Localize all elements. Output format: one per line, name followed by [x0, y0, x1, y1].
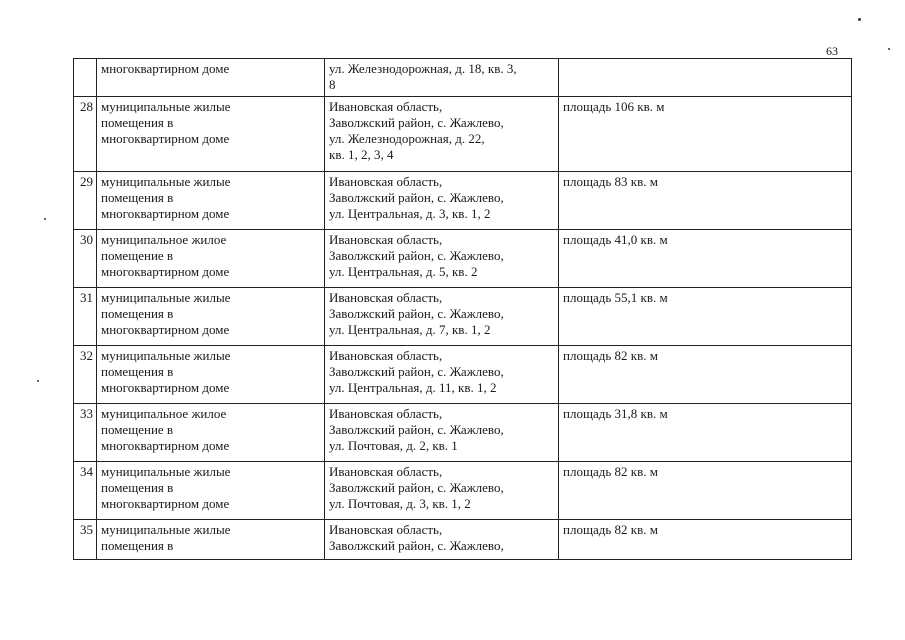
property-area: площадь 31,8 кв. м	[559, 404, 852, 462]
property-address: Ивановская область, Заволжский район, с. Жажлево, ул. Центральная, д. 7, кв. 1, 2	[325, 288, 559, 346]
row-number	[74, 59, 97, 97]
property-area: площадь 55,1 кв. м	[559, 288, 852, 346]
property-name: муниципальные жилые помещения в многоквартирном доме	[97, 288, 325, 346]
property-address: Ивановская область, Заволжский район, с. Жажлево, ул. Центральная, д. 11, кв. 1, 2	[325, 346, 559, 404]
property-address: Ивановская область, Заволжский район, с. Жажлево, ул. Центральная, д. 3, кв. 1, 2	[325, 172, 559, 230]
property-name: муниципальные жилые помещения в многоквартирном доме	[97, 346, 325, 404]
row-number: 28	[74, 97, 97, 172]
property-area: площадь 83 кв. м	[559, 172, 852, 230]
scan-speck	[858, 18, 861, 21]
property-address: Ивановская область, Заволжский район, с. Жажлево, ул. Центральная, д. 5, кв. 2	[325, 230, 559, 288]
row-number: 35	[74, 520, 97, 560]
property-name: муниципальные жилые помещения в	[97, 520, 325, 560]
page-number: 63	[826, 44, 838, 58]
property-address: Ивановская область, Заволжский район, с. Жажлево, ул. Железнодорожная, д. 22, кв. 1, 2, 3, 4	[325, 97, 559, 172]
table-row	[74, 97, 852, 172]
property-area: площадь 82 кв. м	[559, 520, 852, 560]
property-name: муниципальные жилые помещения в многоквартирном доме	[97, 97, 325, 172]
table-row	[74, 172, 852, 230]
row-number: 33	[74, 404, 97, 462]
property-name: многоквартирном доме	[97, 59, 325, 97]
property-address: Ивановская область, Заволжский район, с. Жажлево, ул. Почтовая, д. 2, кв. 1	[325, 404, 559, 462]
property-area: площадь 82 кв. м	[559, 346, 852, 404]
property-area: площадь 106 кв. м	[559, 97, 852, 172]
scan-speck	[44, 218, 46, 220]
table-row	[74, 288, 852, 346]
table-row	[74, 520, 852, 560]
table-row-continued	[74, 59, 852, 97]
property-area: площадь 82 кв. м	[559, 462, 852, 520]
row-number: 32	[74, 346, 97, 404]
property-name: муниципальные жилые помещения в многоквартирном доме	[97, 172, 325, 230]
property-address: Ивановская область, Заволжский район, с. Жажлево,	[325, 520, 559, 560]
property-area: площадь 41,0 кв. м	[559, 230, 852, 288]
scan-speck	[888, 48, 890, 50]
property-address: ул. Железнодорожная, д. 18, кв. 3, 8	[325, 59, 559, 97]
property-name: муниципальное жилое помещение в многоквартирном доме	[97, 230, 325, 288]
property-address: Ивановская область, Заволжский район, с. Жажлево, ул. Почтовая, д. 3, кв. 1, 2	[325, 462, 559, 520]
row-number: 30	[74, 230, 97, 288]
row-number: 29	[74, 172, 97, 230]
scan-speck	[37, 380, 39, 382]
property-table	[73, 58, 851, 560]
row-number: 34	[74, 462, 97, 520]
property-name: муниципальное жилое помещение в многоквартирном доме	[97, 404, 325, 462]
table-row	[74, 462, 852, 520]
row-number: 31	[74, 288, 97, 346]
table-row	[74, 404, 852, 462]
table-row	[74, 346, 852, 404]
property-name: муниципальные жилые помещения в многоквартирном доме	[97, 462, 325, 520]
table-row	[74, 230, 852, 288]
property-area	[559, 59, 852, 97]
